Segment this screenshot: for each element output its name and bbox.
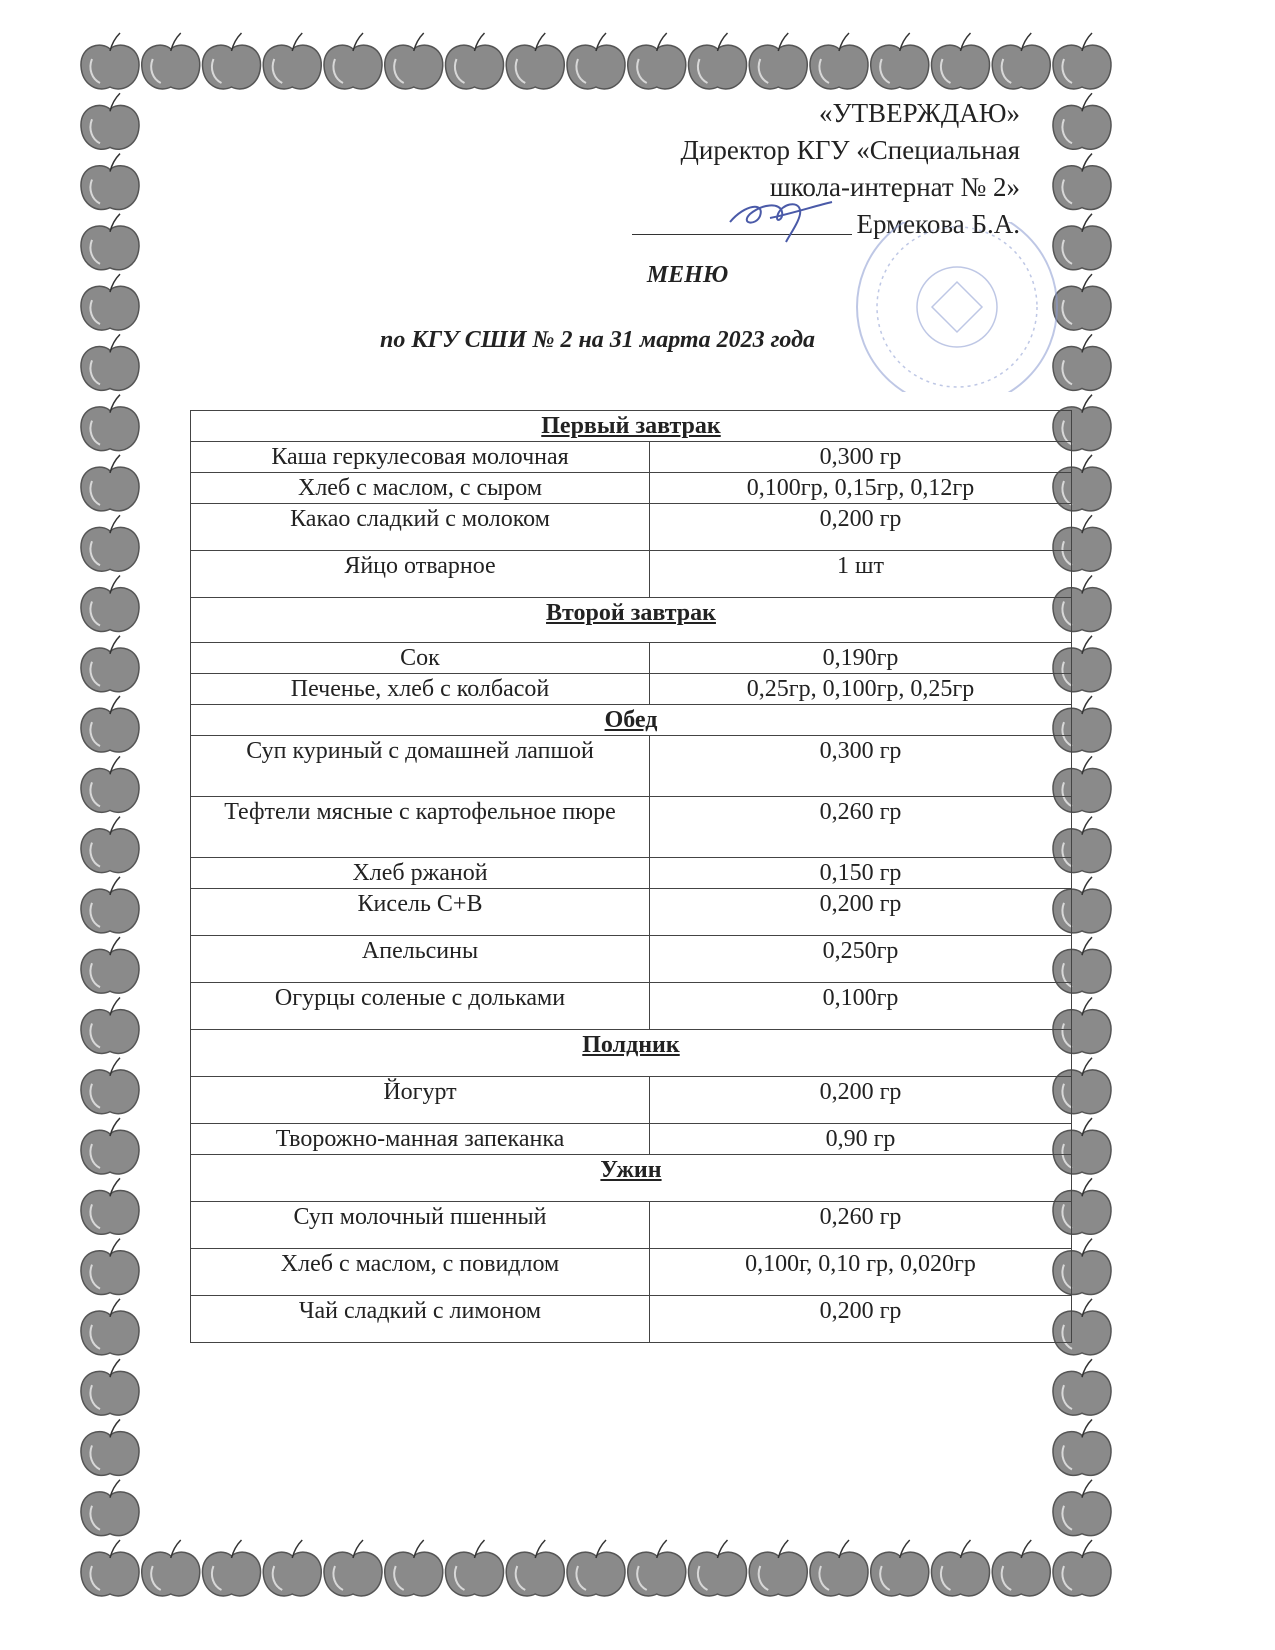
table-row (191, 1249, 1072, 1296)
apple-icon (1053, 1359, 1111, 1415)
apple-icon (992, 33, 1050, 89)
approval-signer: Ермекова Б.А. (856, 209, 1020, 239)
apple-icon (445, 1540, 503, 1596)
apple-icon (81, 33, 139, 89)
apple-icon (628, 33, 686, 89)
dish-amount: 0,190гр (650, 643, 1072, 674)
dish-name: Хлеб с маслом, с повидлом (191, 1249, 650, 1296)
dish-amount: 0,150 гр (650, 858, 1072, 889)
apple-icon (628, 1540, 686, 1596)
apple-icon (142, 33, 200, 89)
section-row (191, 598, 1072, 643)
dish-name: Яйцо отварное (191, 551, 650, 598)
apple-icon (81, 1540, 139, 1596)
apple-icon (202, 33, 260, 89)
section-heading: Второй завтрак (191, 598, 1072, 643)
apple-icon (992, 1540, 1050, 1596)
dish-amount: 0,200 гр (650, 504, 1072, 551)
apple-icon (1053, 1419, 1111, 1475)
apple-icon (81, 1359, 139, 1415)
section-row (191, 1030, 1072, 1077)
table-row (191, 473, 1072, 504)
dish-name: Хлеб ржаной (191, 858, 650, 889)
table-row (191, 1296, 1072, 1343)
apple-icon (81, 93, 139, 149)
approval-block (632, 95, 1020, 243)
apple-icon (81, 1118, 139, 1174)
apple-icon (81, 154, 139, 210)
apple-icon (1053, 33, 1111, 89)
section-row (191, 1155, 1072, 1202)
dish-amount: 0,200 гр (650, 1077, 1072, 1124)
dish-amount: 0,200 гр (650, 1296, 1072, 1343)
apple-icon (871, 1540, 929, 1596)
apple-icon (688, 1540, 746, 1596)
apple-icon (567, 1540, 625, 1596)
apple-icon (810, 33, 868, 89)
menu-table (190, 410, 1072, 1343)
apple-icon (567, 33, 625, 89)
dish-name: Апельсины (191, 936, 650, 983)
table-row (191, 1202, 1072, 1249)
apple-icon (931, 1540, 989, 1596)
dish-name: Кисель С+В (191, 889, 650, 936)
dish-name: Творожно-манная запеканка (191, 1124, 650, 1155)
table-row (191, 643, 1072, 674)
apple-icon (506, 33, 564, 89)
official-stamp (832, 222, 1082, 392)
dish-amount: 0,260 гр (650, 797, 1072, 858)
apple-icon (81, 395, 139, 451)
dish-amount: 0,300 гр (650, 442, 1072, 473)
apple-icon (445, 33, 503, 89)
apple-icon (324, 33, 382, 89)
table-row (191, 442, 1072, 473)
apple-icon (749, 33, 807, 89)
apple-icon (81, 756, 139, 812)
section-row (191, 411, 1072, 442)
dish-name: Суп молочный пшенный (191, 1202, 650, 1249)
menu-title: МЕНЮ (646, 262, 729, 288)
apple-icon (688, 33, 746, 89)
apple-icon (81, 1058, 139, 1114)
apple-icon (81, 997, 139, 1053)
dish-name: Каша геркулесовая молочная (191, 442, 650, 473)
apple-icon (1053, 154, 1111, 210)
apple-icon (81, 817, 139, 873)
section-heading: Полдник (191, 1030, 1072, 1077)
apple-icon (202, 1540, 260, 1596)
apple-icon (1053, 1540, 1111, 1596)
dish-name: Йогурт (191, 1077, 650, 1124)
dish-name: Какао сладкий с молоком (191, 504, 650, 551)
dish-name: Огурцы соленые с дольками (191, 983, 650, 1030)
dish-amount: 0,300 гр (650, 736, 1072, 797)
table-row (191, 797, 1072, 858)
dish-amount: 0,260 гр (650, 1202, 1072, 1249)
approval-school: школа-интернат № 2» (769, 172, 1020, 202)
dish-amount: 0,100гр (650, 983, 1072, 1030)
apple-icon (81, 1239, 139, 1295)
apple-icon (81, 1480, 139, 1536)
apple-icon (81, 1419, 139, 1475)
apple-icon (263, 1540, 321, 1596)
dish-amount: 0,250гр (650, 936, 1072, 983)
apple-icon (385, 33, 443, 89)
dish-name: Хлеб с маслом, с сыром (191, 473, 650, 504)
approval-heading: «УТВЕРЖДАЮ» (818, 98, 1020, 128)
dish-amount: 0,100г, 0,10 гр, 0,020гр (650, 1249, 1072, 1296)
section-heading: Первый завтрак (191, 411, 1072, 442)
apple-icon (81, 937, 139, 993)
table-row (191, 674, 1072, 705)
dish-name: Чай сладкий с лимоном (191, 1296, 650, 1343)
table-row (191, 983, 1072, 1030)
apple-icon (81, 455, 139, 511)
table-row (191, 858, 1072, 889)
dish-name: Суп куриный с домашней лапшой (191, 736, 650, 797)
apple-icon (1053, 93, 1111, 149)
dish-name: Тефтели мясные с картофельное пюре (191, 797, 650, 858)
table-row (191, 504, 1072, 551)
apple-icon (749, 1540, 807, 1596)
handwritten-signature (720, 184, 840, 244)
table-row (191, 936, 1072, 983)
apple-icon (506, 1540, 564, 1596)
table-row (191, 736, 1072, 797)
apple-icon (1053, 1480, 1111, 1536)
dish-name: Сок (191, 643, 650, 674)
table-row (191, 1124, 1072, 1155)
apple-icon (263, 33, 321, 89)
dish-amount: 0,100гр, 0,15гр, 0,12гр (650, 473, 1072, 504)
apple-icon (81, 515, 139, 571)
apple-icon (385, 1540, 443, 1596)
apple-icon (81, 576, 139, 632)
table-row (191, 889, 1072, 936)
table-row (191, 551, 1072, 598)
apple-icon (81, 696, 139, 752)
apple-icon (81, 1299, 139, 1355)
dish-amount: 1 шт (650, 551, 1072, 598)
section-heading: Ужин (191, 1155, 1072, 1202)
section-heading: Обед (191, 705, 1072, 736)
dish-name: Печенье, хлеб с колбасой (191, 674, 650, 705)
section-row (191, 705, 1072, 736)
dish-amount: 0,25гр, 0,100гр, 0,25гр (650, 674, 1072, 705)
apple-icon (324, 1540, 382, 1596)
apple-icon (871, 33, 929, 89)
menu-subtitle: по КГУ СШИ № 2 на 31 марта 2023 года (379, 327, 816, 353)
apple-icon (142, 1540, 200, 1596)
apple-icon (810, 1540, 868, 1596)
apple-icon (931, 33, 989, 89)
apple-icon (81, 636, 139, 692)
apple-icon (81, 877, 139, 933)
dish-amount: 0,90 гр (650, 1124, 1072, 1155)
approval-position: Директор КГУ «Специальная (680, 135, 1020, 165)
table-row (191, 1077, 1072, 1124)
apple-icon (81, 1178, 139, 1234)
dish-amount: 0,200 гр (650, 889, 1072, 936)
